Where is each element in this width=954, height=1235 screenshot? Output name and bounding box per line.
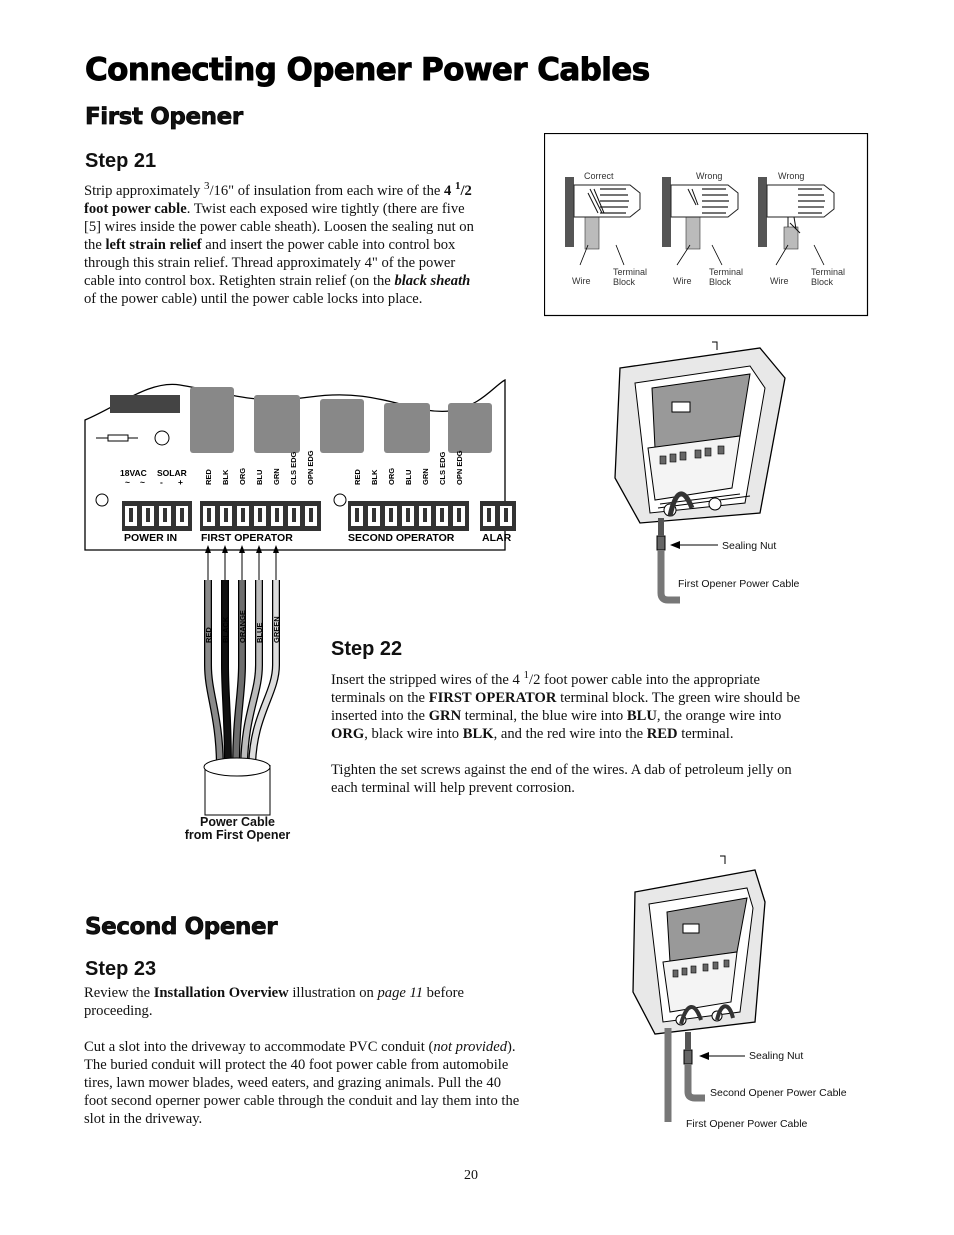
svg-text:Terminal: Terminal xyxy=(613,267,648,277)
second-operator-terminal-label: BLU xyxy=(404,469,413,485)
wire-red xyxy=(208,580,220,770)
terminal-screw-slot xyxy=(355,508,359,522)
wire-label: BLUE xyxy=(255,622,264,643)
alarm-terminal-block xyxy=(480,501,516,531)
terminal-screw-slot xyxy=(224,508,228,522)
step22-text: Insert the stripped wires of the 4 $^1$/2 foot power cable into the appropriate terminals on the FIRST OPERATOR terminal block. The green wire should be inserted into the GRN terminal, the blue wire into BLU, the orange wire into ORG, black wire into BLK, and the red wire into the RED terminal. Tighten the set screws against the end of the wires. A dab of petroleum jelly on each terminal will help prevent corrosion. xyxy=(331,669,801,796)
terminal-screw-slot xyxy=(180,508,184,522)
wire-strip-figure xyxy=(544,133,869,317)
correct-label: Correct xyxy=(584,171,614,181)
first-operator-terminal-label: BLK xyxy=(221,469,230,485)
first-operator-label: FIRST OPERATOR xyxy=(201,532,293,544)
box2-second-cable-label: Second Opener Power Cable xyxy=(710,1087,847,1099)
first-operator-terminal-label: ORG xyxy=(238,467,247,485)
terminal-screw-slot xyxy=(292,508,296,522)
step21-text: Strip approximately $^3$/16" of insulation from each wire of the 4 $^1$/2 foot power cable. Twist each exposed wire tightly (there are five [5] wires inside the power cable sheath). Loosen the sealing nut on the left strain relief and insert the power cable into control box through this strain relief. Thread approximately 4" of the power cable into control box. Retighten strain relief (on the black sheath of the power cable) until the power cable locks into place. xyxy=(84,180,474,307)
first-operator-terminal-label: BLU xyxy=(255,469,264,485)
second-operator-terminal-label: RED xyxy=(353,469,362,485)
svg-text:Block: Block xyxy=(811,277,834,287)
page-title: Connecting Opener Power Cables xyxy=(85,52,650,88)
wire-label: ORANGE xyxy=(238,610,247,643)
first-operator-terminal-label: RED xyxy=(204,469,213,485)
wrong-label-1: Wrong xyxy=(696,171,723,181)
terminal-screw-slot xyxy=(241,508,245,522)
first-operator-terminal-label: GRN xyxy=(272,468,281,485)
second-operator-terminal-block xyxy=(348,501,469,531)
terminal-screw-slot xyxy=(406,508,410,522)
wire-label: BLACK xyxy=(221,616,230,643)
svg-text:~: ~ xyxy=(140,477,145,487)
svg-text:Terminal: Terminal xyxy=(709,267,744,277)
terminal-screw-slot xyxy=(440,508,444,522)
second-operator-terminal-label: GRN xyxy=(421,468,430,485)
second-operator-terminal-label: BLK xyxy=(370,469,379,485)
terminal-screw-slot xyxy=(163,508,167,522)
step23-heading: Step 23 xyxy=(85,958,157,980)
box2-first-cable-label: First Opener Power Cable xyxy=(686,1118,808,1130)
terminal-screw-slot xyxy=(504,508,508,522)
first-operator-terminal-label: CLS EDG xyxy=(289,451,298,485)
terminal-screw-slot xyxy=(146,508,150,522)
step22-heading: Step 22 xyxy=(331,638,403,660)
svg-text:Wire: Wire xyxy=(770,276,789,286)
terminal-screw-slot xyxy=(457,508,461,522)
svg-text:Block: Block xyxy=(709,277,732,287)
power-in-label: POWER IN xyxy=(124,532,178,544)
wire-black xyxy=(225,580,228,770)
svg-text:Wire: Wire xyxy=(673,276,692,286)
terminal-screw-slot xyxy=(309,508,313,522)
second-operator-terminal-label: OPN EDG xyxy=(455,450,464,485)
second-operator-terminal-label: ORG xyxy=(387,467,396,485)
step21-heading: Step 21 xyxy=(85,150,157,172)
terminal-screw-slot xyxy=(129,508,133,522)
terminal-screw-slot xyxy=(258,508,262,522)
alarm-label: ALAR xyxy=(482,532,512,544)
second-opener-heading: Second Opener xyxy=(85,914,278,940)
svg-text:~: ~ xyxy=(125,477,130,487)
second-operator-label: SECOND OPERATOR xyxy=(348,532,455,544)
vac-label: 18VAC xyxy=(120,468,147,478)
first-opener-heading: First Opener xyxy=(85,104,243,130)
wire-label: GREEN xyxy=(272,616,281,643)
second-operator-terminal-label: CLS EDG xyxy=(438,451,447,485)
first-operator-terminal-block xyxy=(200,501,321,531)
box1-cable-label: First Opener Power Cable xyxy=(678,578,800,590)
svg-text:Block: Block xyxy=(613,277,636,287)
wrong-label-2: Wrong xyxy=(778,171,805,181)
control-box-first-opener xyxy=(600,338,900,608)
page-number: 20 xyxy=(464,1168,478,1183)
first-operator-terminal-label: OPN EDG xyxy=(306,450,315,485)
terminal-screw-slot xyxy=(372,508,376,522)
power-cable-caption: Power Cable from First Opener xyxy=(184,815,291,842)
terminal-screw-slot xyxy=(389,508,393,522)
terminal-screw-slot xyxy=(487,508,491,522)
terminal-screw-slot xyxy=(207,508,211,522)
svg-text:-: - xyxy=(160,477,163,487)
box1-sealing-nut-label: Sealing Nut xyxy=(722,540,777,552)
svg-text:+: + xyxy=(178,477,183,487)
power-in-terminal-block xyxy=(122,501,192,531)
terminal-screw-slot xyxy=(423,508,427,522)
svg-text:Wire: Wire xyxy=(572,276,591,286)
solar-label: SOLAR xyxy=(157,468,187,478)
wire-label: RED xyxy=(204,627,213,643)
terminal-screw-slot xyxy=(275,508,279,522)
step23-text: Review the Installation Overview illustration on page 11 before proceeding. Cut a slot into the driveway to accommodate PVC conduit (not provided). The buried conduit will protect the 40 foot power cable from automobile tires, lawn mower blades, weed eaters, and grazing animals. Pull the 40 foot second operner power cable through the conduit and lay them into the slot in the driveway. xyxy=(84,985,520,1127)
box2-sealing-nut-label: Sealing Nut xyxy=(749,1050,804,1062)
svg-text:Terminal: Terminal xyxy=(811,267,846,277)
